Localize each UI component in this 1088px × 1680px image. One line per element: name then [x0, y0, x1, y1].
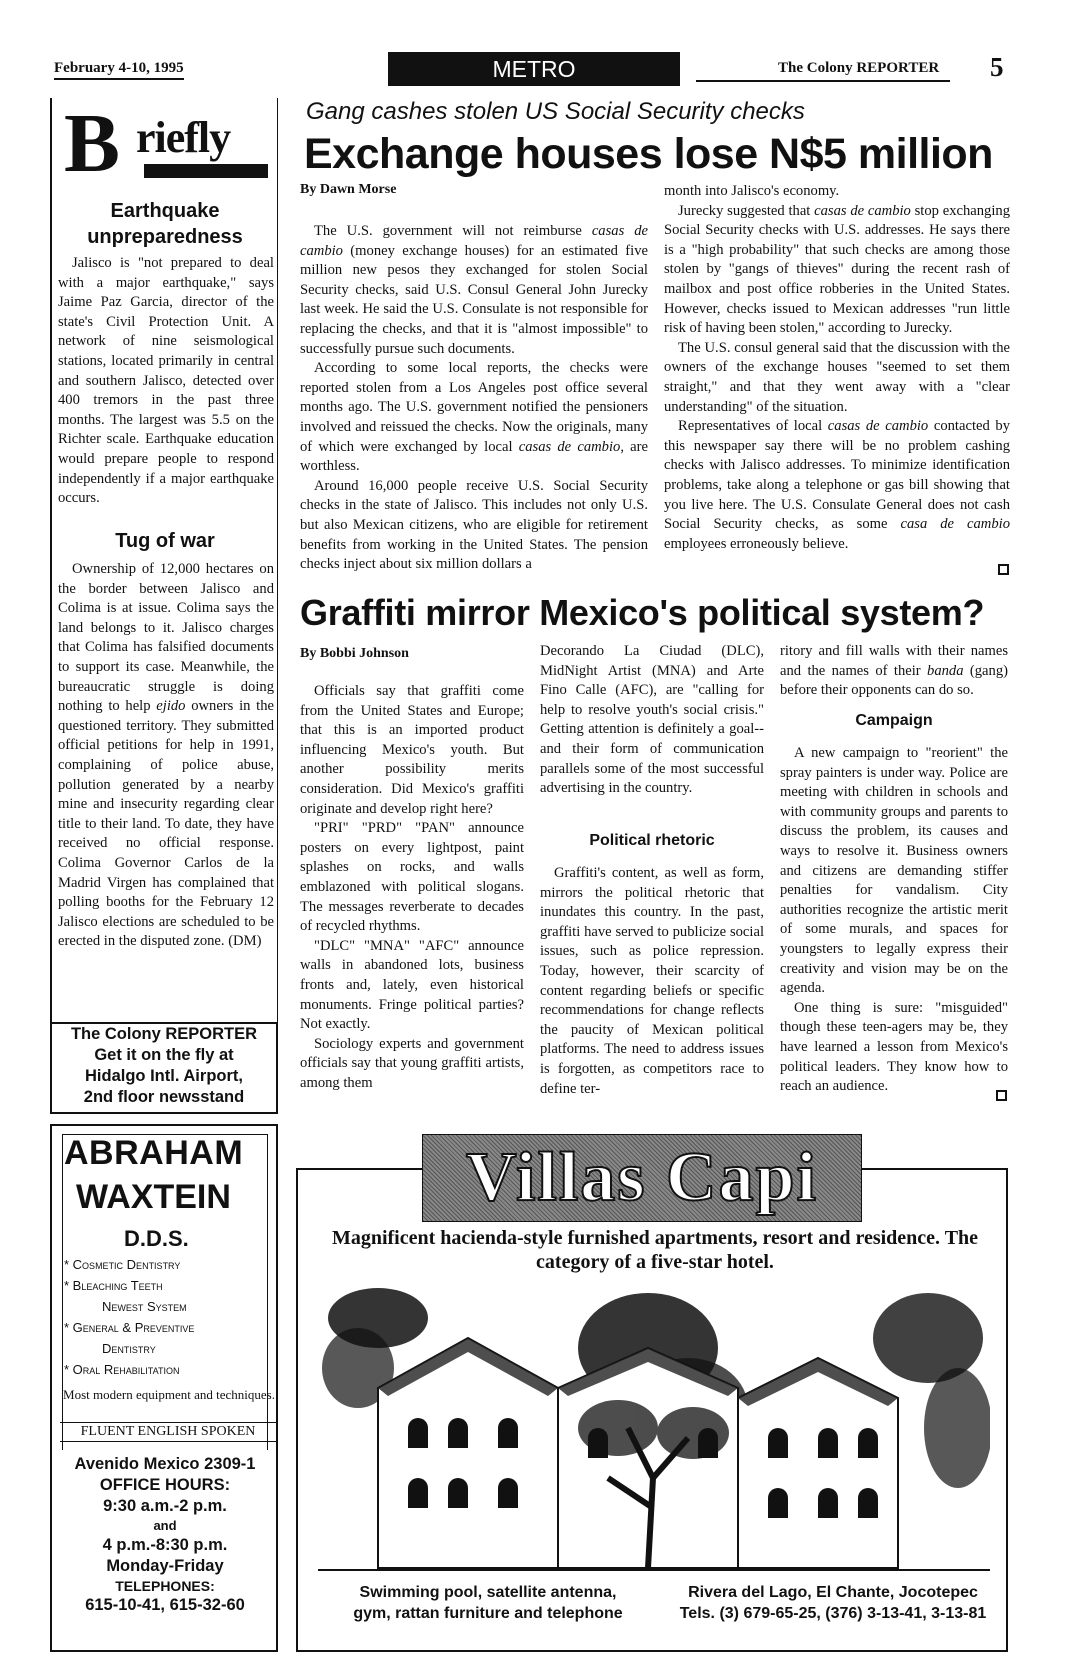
villas-amenities-line: Swimming pool, satellite antenna,	[359, 1584, 617, 1601]
masthead-rule	[696, 80, 950, 82]
story2-headline: Graffiti mirror Mexico's political system?	[300, 592, 985, 633]
section-label: METRO	[388, 52, 680, 86]
story2-paragraph: "PRI" "PRD" "PAN" announce posters on every lightpost, paint splashes on rocks, and walls emblazoned with political slogans. The messages reverberate to decades of recycled rhythms.	[300, 820, 524, 935]
campaign-subhead: Campaign	[855, 712, 933, 729]
story2-paragraph: Sociology experts and government officials say that young graffiti artists, among them	[300, 1035, 524, 1091]
newspaper-name: The Colony REPORTER	[778, 60, 940, 76]
story2-column-3-lower	[780, 744, 1008, 1097]
earthquake-body: Jalisco is "not prepared to deal with a major earthquake," says Jaime Paz Garcia, director of the state's Civil Protection Unit. A network of nine seismological stations, located primarily in central and southern Jalisco, detected over 400 tremors in the past three months. The largest was 5.5 on the Richter scale. Earthquake education would prepare people to respond independently if a major earthquake occurs.	[58, 255, 274, 507]
story1-paragraph: Around 16,000 people receive U.S. Social Security checks in the state of Jalisco. This includes not only U.S. but also Mexican citizens, who are eligible for retirement benefits from working in the United States. The pension checks inject about six million dollars a	[300, 477, 648, 573]
story1-paragraph: Representatives of local casas de cambio contacted by this newspaper say there will be no problem cashing checks with Jalisco addresses. To minimize identification problems, take along a telephone or gas bill showing that you live here. The U.S. Consulate General does not cash Social Security checks, as some casa de cambio employees erroneously believe.	[664, 418, 1010, 552]
promo-line: 2nd floor newsstand	[83, 1088, 245, 1106]
story1-paragraph: The U.S. government will not reimburse casas de cambio (money exchange houses) for an estimated five million new pesos they exchanged for stolen Social Security checks, said U.S. Consul General John Jurecky last week. He said the U.S. Consulate is not responsible for replacing the checks, and that it is "almost impossible" to successfully pursue such documents.	[300, 223, 648, 357]
dentist-services	[64, 1254, 274, 1380]
story1-end-mark	[998, 564, 1009, 575]
dentist-equipment-note: Most modern equipment and techniques.	[63, 1387, 275, 1402]
story2-paragraph: A new campaign to "reorient" the spray painters is under way. Police are meeting with children in schools and with community groups and parents to discuss the problem, its causes and ways to resolve it. Business owners and citizens are demanding stiffer penalties for vandalism. City authorities recognize the artistic merit of some murals, and spaces for youngsters to legally express their creativity and vision may be on the agenda.	[780, 745, 1008, 997]
dentist-degree: D.D.S.	[124, 1226, 189, 1251]
office-hours-afternoon: 4 p.m.-8:30 p.m.	[102, 1536, 228, 1554]
story2-column-3	[780, 642, 1008, 701]
promo-line: Get it on the fly at	[94, 1046, 234, 1064]
story2-byline: By Bobbi Johnson	[300, 646, 409, 661]
briefly-title: riefly	[136, 113, 231, 162]
briefly-title-bar	[144, 164, 268, 178]
earthquake-heading: Earthquake unpreparedness	[87, 200, 243, 248]
story2-column-2-lower	[540, 864, 764, 1099]
dentist-phones: 615-10-41, 615-32-60	[85, 1596, 245, 1614]
story1-paragraph: month into Jalisco's economy.	[664, 183, 840, 199]
tug-of-war-body: Ownership of 12,000 hectares on the border between Jalisco and Colima is at issue. Colima says the land belongs to it. Jalisco charges that Colima has falsified documents to support its case. Meanwhile, the bureaucratic struggle is doing nothing to help ejido owners in the questioned territory. They submitted official petitions for help in 1991, complaining of police abuse, pollution generated by a nearby mine and insecurity regarding clear title to their land. To date, they have received no official response. Colima Governor Carlos de la Madrid Virgen has complained that polling booths for the February 12 Jalisco elections are scheduled to be erected in the disputed zone. (DM)	[58, 561, 274, 950]
promo-line: Hidalgo Intl. Airport,	[85, 1067, 243, 1085]
service-item: Dentistry	[102, 1341, 156, 1356]
tug-of-war-heading: Tug of war	[115, 530, 215, 552]
office-hours-label: OFFICE HOURS:	[99, 1476, 231, 1494]
villas-amenities	[318, 1582, 658, 1624]
office-hours-and: and	[153, 1518, 177, 1533]
telephones-label: TELEPHONES:	[115, 1578, 215, 1594]
story1-paragraph: The U.S. consul general said that the discussion with the owners of the exchange houses "seemed to set them straight," and that they went away with a "clear understanding" of the situation.	[664, 339, 1010, 415]
story2-paragraph: Graffiti's content, as well as form, mirrors the political rhetoric that inundates this country. In the past, graffiti have served to publicize social issues, such as police repression. Today, however, their scarcity of content regarding beliefs or specific recommendations for change reflects the paucity of Mexican political platforms. The need to address issues is forgotten, as competitors race to define ter-	[540, 865, 764, 1097]
villas-contact	[668, 1582, 998, 1624]
story2-paragraph: One thing is sure: "misguided" though these teen-agers may be, they have learned a lesson from Mexico's political leaders. They know how to reach an audience.	[780, 999, 1008, 1095]
story1-kicker: Gang cashes stolen US Social Security checks	[306, 98, 805, 125]
story1-column-2	[664, 182, 1010, 554]
service-item: * General & Preventive	[64, 1320, 195, 1335]
hacienda-illustration	[318, 1278, 990, 1576]
airport-promo-box	[50, 1022, 278, 1114]
page-number: 5	[990, 52, 1004, 82]
service-item: * Bleaching Teeth	[64, 1278, 163, 1293]
office-days: Monday-Friday	[106, 1557, 224, 1575]
service-item: * Cosmetic Dentistry	[64, 1257, 181, 1272]
service-item: Newest System	[102, 1299, 187, 1314]
dentist-last-name: WAXTEIN	[76, 1178, 231, 1216]
story1-column-1	[300, 222, 648, 575]
story2-paragraph: "DLC" "MNA" "AFC" announce walls in abandoned lots, business fronts and, lately, even historical monuments. Fringe political parties? Not exactly.	[300, 937, 524, 1033]
story2-paragraph: Decorando La Ciudad (DLC), MidNight Artist (MNA) and Arte Fino Calle (AFC), are "calling for help to resolve youth's social crisis." Getting attention is definitely a goal--and their form of communication parallels some of the most successful advertising in the country.	[540, 643, 764, 797]
issue-date: February 4-10, 1995	[54, 60, 184, 80]
dentist-language-note: FLUENT ENGLISH SPOKEN	[60, 1422, 276, 1442]
dentist-contact-block	[56, 1454, 274, 1616]
villas-phones: Tels. (3) 679-65-25, (376) 3-13-41, 3-13-81	[679, 1605, 987, 1622]
story2-paragraph: ritory and fill walls with their names and the names of their banda (gang) before their opponents can do so.	[780, 643, 1008, 699]
villas-amenities-line: gym, rattan furniture and telephone	[353, 1605, 623, 1622]
story2-paragraph: Officials say that graffiti come from the United States and Europe; that this is an imported product influencing Mexico's youth. But another possibility merits consideration. Did Mexico's graffiti originate and develop right here?	[300, 683, 524, 817]
political-rhetoric-subhead: Political rhetoric	[589, 832, 715, 849]
dentist-address: Avenido Mexico 2309-1	[74, 1455, 256, 1473]
office-hours-morning: 9:30 a.m.-2 p.m.	[103, 1497, 227, 1515]
briefly-drop-letter: B	[64, 97, 121, 190]
story2-end-mark	[996, 1090, 1007, 1101]
story1-headline: Exchange houses lose N$5 million	[304, 130, 993, 178]
story2-column-1	[300, 682, 524, 1093]
story1-byline: By Dawn Morse	[300, 182, 397, 197]
villas-location: Rivera del Lago, El Chante, Jocotepec	[688, 1584, 978, 1601]
story1-paragraph: Jurecky suggested that casas de cambio stop exchanging Social Security checks with U.S. addresses. He says there is a "high probability" that such checks are among those stolen by "gangs of thieves" during the recent rash of mailbox and post office robberies in the United States. However, checks issued to Mexican addresses "run little risk of having been stolen," according to Jurecky.	[664, 202, 1010, 337]
service-item: * Oral Rehabilitation	[64, 1362, 180, 1377]
promo-line: The Colony REPORTER	[70, 1025, 258, 1043]
villas-title: Villas Capi	[466, 1139, 818, 1216]
villas-tagline: Magnificent hacienda-style furnished apartments, resort and residence. The category of a five-star hotel.	[331, 1227, 979, 1273]
dentist-first-name: ABRAHAM	[64, 1134, 244, 1172]
story1-paragraph: According to some local reports, the checks were reported stolen from a Los Angeles post office several months ago. The U.S. government notified the pensioners involved and reissued the checks. Now the originals, many of which were exchanged by local casas de cambio, are worthless.	[300, 360, 648, 475]
story2-column-2	[540, 642, 764, 799]
